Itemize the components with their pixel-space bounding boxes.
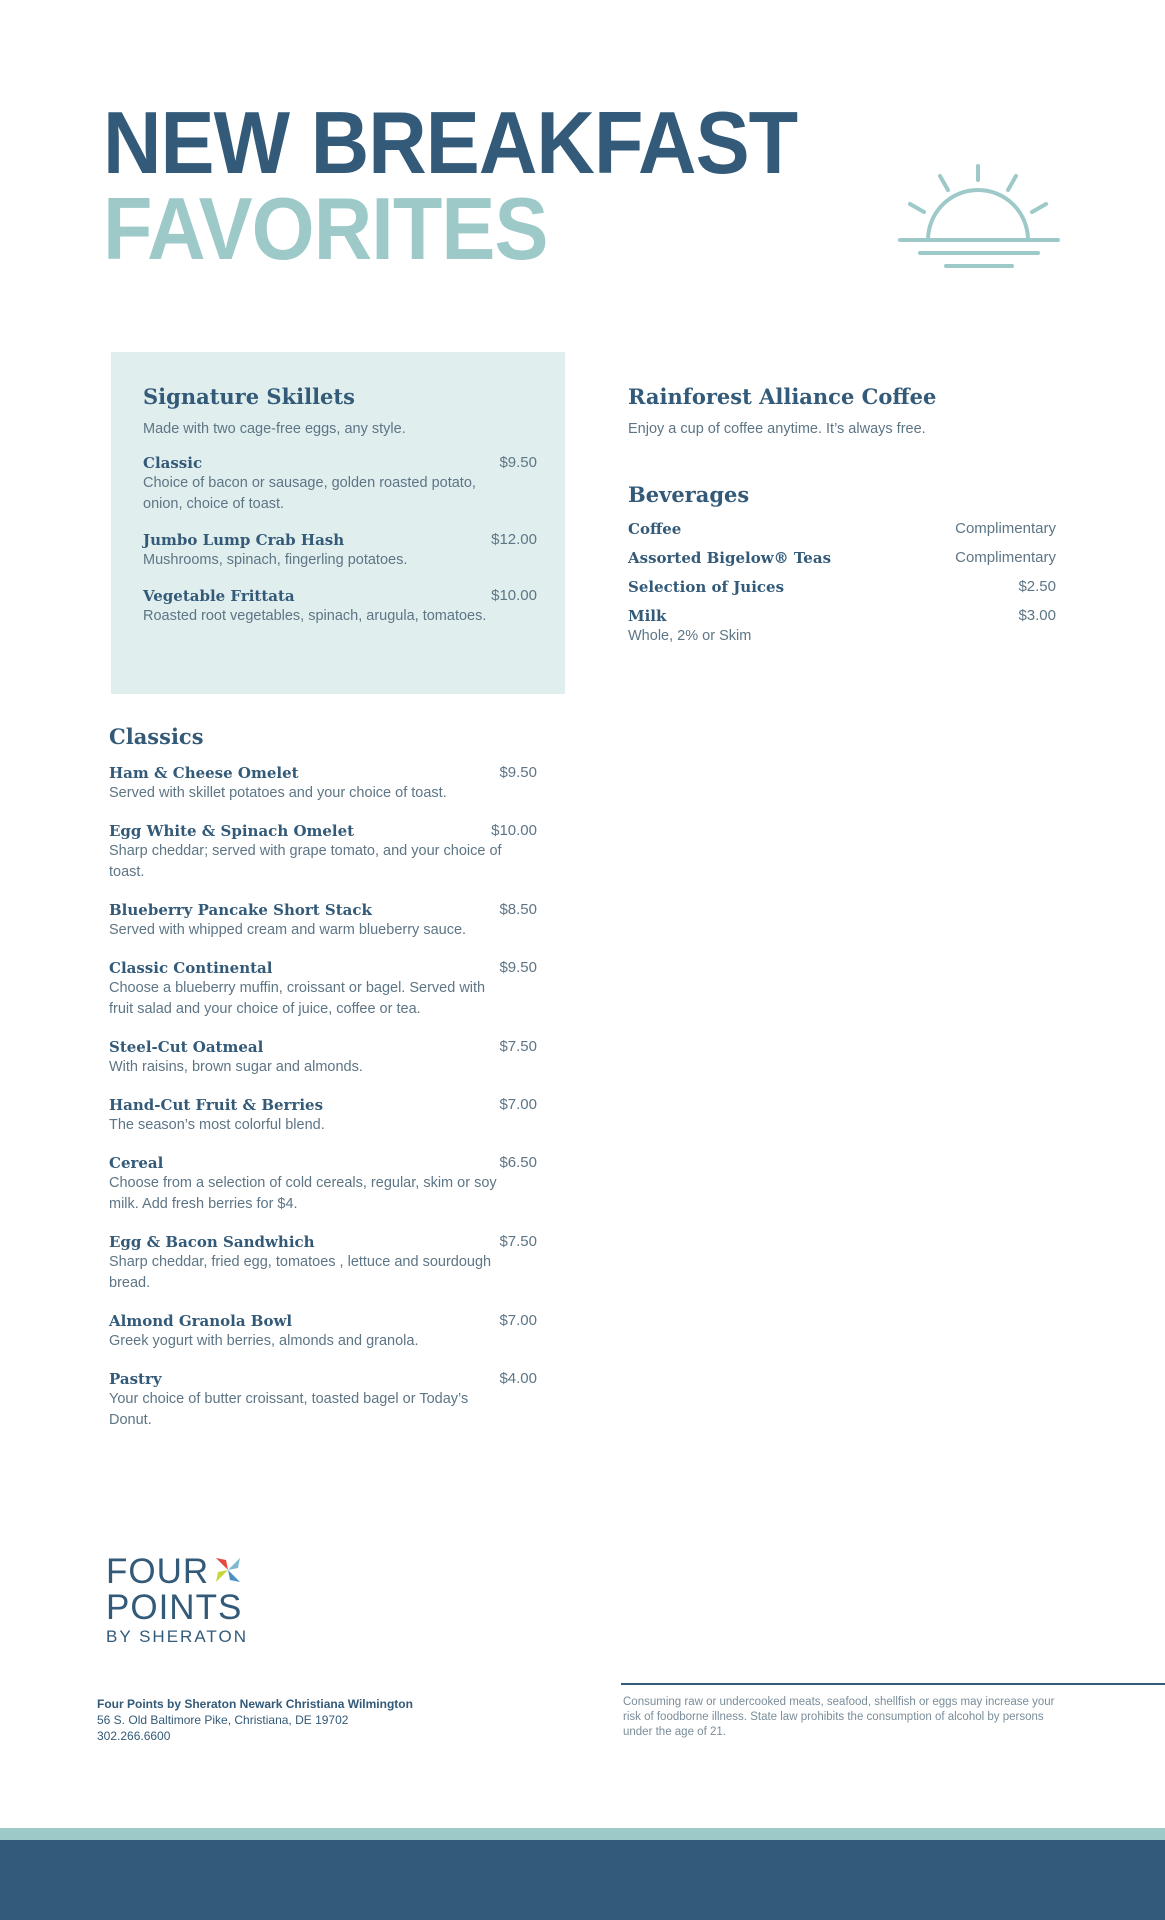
logo-line-2: POINTS xyxy=(106,1588,243,1627)
menu-item xyxy=(109,1311,537,1352)
section-intro: Enjoy a cup of coffee anytime. It’s always free. xyxy=(628,421,926,437)
item-description: Roasted root vegetables, spinach, arugula, tomatoes. xyxy=(143,608,487,624)
disclaimer: Consuming raw or undercooked meats, seafood, shellfish or eggs may increase your risk of foodborne illness. State law prohibits the consumption of alcohol by persons under the age of 21. xyxy=(623,1696,1055,1738)
item-price: $7.50 xyxy=(499,1233,537,1250)
pinwheel-icon xyxy=(214,1556,242,1584)
classics-section xyxy=(109,724,537,1448)
item-name: Selection of Juices xyxy=(628,578,785,596)
coffee-section xyxy=(628,384,1056,437)
title-line-2: FAVORITES xyxy=(103,179,548,278)
item-description: Choose a blueberry muffin, croissant or bagel. Served with fruit salad and your choice of juice, coffee or tea. xyxy=(109,980,486,1017)
sunrise-icon xyxy=(898,160,1060,272)
item-price: Complimentary xyxy=(955,549,1056,566)
menu-item xyxy=(143,586,537,627)
item-name: Cereal xyxy=(109,1154,164,1172)
menu-item xyxy=(143,530,537,571)
item-name: Steel-Cut Oatmeal xyxy=(109,1038,264,1056)
item-name: Almond Granola Bowl xyxy=(109,1312,293,1330)
item-name: Pastry xyxy=(109,1370,162,1388)
item-name: Classic Continental xyxy=(109,959,273,977)
logo-line-3: BY SHERATON xyxy=(106,1627,248,1646)
item-price: $12.00 xyxy=(491,531,537,548)
item-price: $4.00 xyxy=(499,1370,537,1387)
divider xyxy=(621,1683,1165,1685)
item-description: Your choice of butter croissant, toasted bagel or Today’s Donut. xyxy=(109,1391,469,1428)
item-price: $7.50 xyxy=(499,1038,537,1055)
menu-item xyxy=(143,453,537,515)
item-name: Ham & Cheese Omelet xyxy=(109,764,299,782)
item-price: $8.50 xyxy=(499,901,537,918)
item-price: $9.50 xyxy=(499,764,537,781)
menu-item xyxy=(109,958,537,1020)
menu-item xyxy=(109,1037,537,1078)
menu-item xyxy=(109,1369,537,1431)
item-description: Mushrooms, spinach, fingerling potatoes. xyxy=(143,552,408,568)
section-heading: Classics xyxy=(109,724,204,749)
item-price: $9.50 xyxy=(499,959,537,976)
item-description: Sharp cheddar, fried egg, tomatoes , lettuce and sourdough bread. xyxy=(109,1254,492,1291)
item-description: Greek yogurt with berries, almonds and granola. xyxy=(109,1333,419,1349)
menu-item xyxy=(109,1232,537,1294)
footer-stripe-dark xyxy=(0,1840,1165,1920)
item-description: Served with whipped cream and warm blueberry sauce. xyxy=(109,922,467,938)
item-name: Milk xyxy=(628,607,667,625)
section-intro: Made with two cage-free eggs, any style. xyxy=(143,421,406,437)
logo-line-1: FOUR xyxy=(106,1552,210,1591)
item-description: With raisins, brown sugar and almonds. xyxy=(109,1059,363,1075)
section-heading: Beverages xyxy=(628,482,750,507)
footer-stripe-light xyxy=(0,1828,1165,1840)
item-price: $3.00 xyxy=(1018,607,1056,624)
item-name: Hand-Cut Fruit & Berries xyxy=(109,1096,324,1114)
phone-number: 302.266.6600 xyxy=(97,1729,171,1743)
item-name: Coffee xyxy=(628,520,682,538)
item-price: $10.00 xyxy=(491,822,537,839)
item-name: Vegetable Frittata xyxy=(143,587,295,605)
item-description: Whole, 2% or Skim xyxy=(628,628,752,644)
item-description: Choose from a selection of cold cereals, regular, skim or soy milk. Add fresh berries for $4. xyxy=(109,1175,497,1212)
item-description: Served with skillet potatoes and your choice of toast. xyxy=(109,785,447,801)
menu-item xyxy=(109,1153,537,1215)
beverages-section xyxy=(628,482,1056,656)
section-heading: Rainforest Alliance Coffee xyxy=(628,384,937,409)
menu-item xyxy=(109,821,537,883)
section-heading: Signature Skillets xyxy=(143,384,355,409)
menu-item xyxy=(109,1095,537,1136)
item-price: $7.00 xyxy=(499,1096,537,1113)
item-name: Egg White & Spinach Omelet xyxy=(109,822,355,840)
hotel-name: Four Points by Sheraton Newark Christiana Wilmington xyxy=(97,1697,413,1711)
item-description: Choice of bacon or sausage, golden roasted potato, onion, choice of toast. xyxy=(143,475,476,512)
item-price: $9.50 xyxy=(499,454,537,471)
four-points-logo xyxy=(106,1554,266,1654)
item-name: Jumbo Lump Crab Hash xyxy=(143,531,345,549)
menu-item xyxy=(109,763,537,804)
menu-item xyxy=(628,548,1056,568)
item-description: Sharp cheddar; served with grape tomato, and your choice of toast. xyxy=(109,843,502,880)
menu-item xyxy=(109,900,537,941)
item-name: Blueberry Pancake Short Stack xyxy=(109,901,372,919)
signature-skillets-section xyxy=(143,384,537,642)
item-description: The season’s most colorful blend. xyxy=(109,1117,325,1133)
title-line-1: NEW BREAKFAST xyxy=(103,93,798,192)
item-price: Complimentary xyxy=(955,520,1056,537)
street-address: 56 S. Old Baltimore Pike, Christiana, DE 19702 xyxy=(97,1713,349,1727)
menu-title xyxy=(103,93,798,278)
item-name: Egg & Bacon Sandwhich xyxy=(109,1233,315,1251)
menu-item xyxy=(628,606,1056,647)
item-price: $2.50 xyxy=(1018,578,1056,595)
item-price: $7.00 xyxy=(499,1312,537,1329)
hotel-address xyxy=(97,1696,413,1744)
item-name: Assorted Bigelow® Teas xyxy=(628,549,832,567)
item-price: $10.00 xyxy=(491,587,537,604)
menu-item xyxy=(628,577,1056,597)
item-name: Classic xyxy=(143,454,203,472)
item-price: $6.50 xyxy=(499,1154,537,1171)
menu-item xyxy=(628,519,1056,539)
